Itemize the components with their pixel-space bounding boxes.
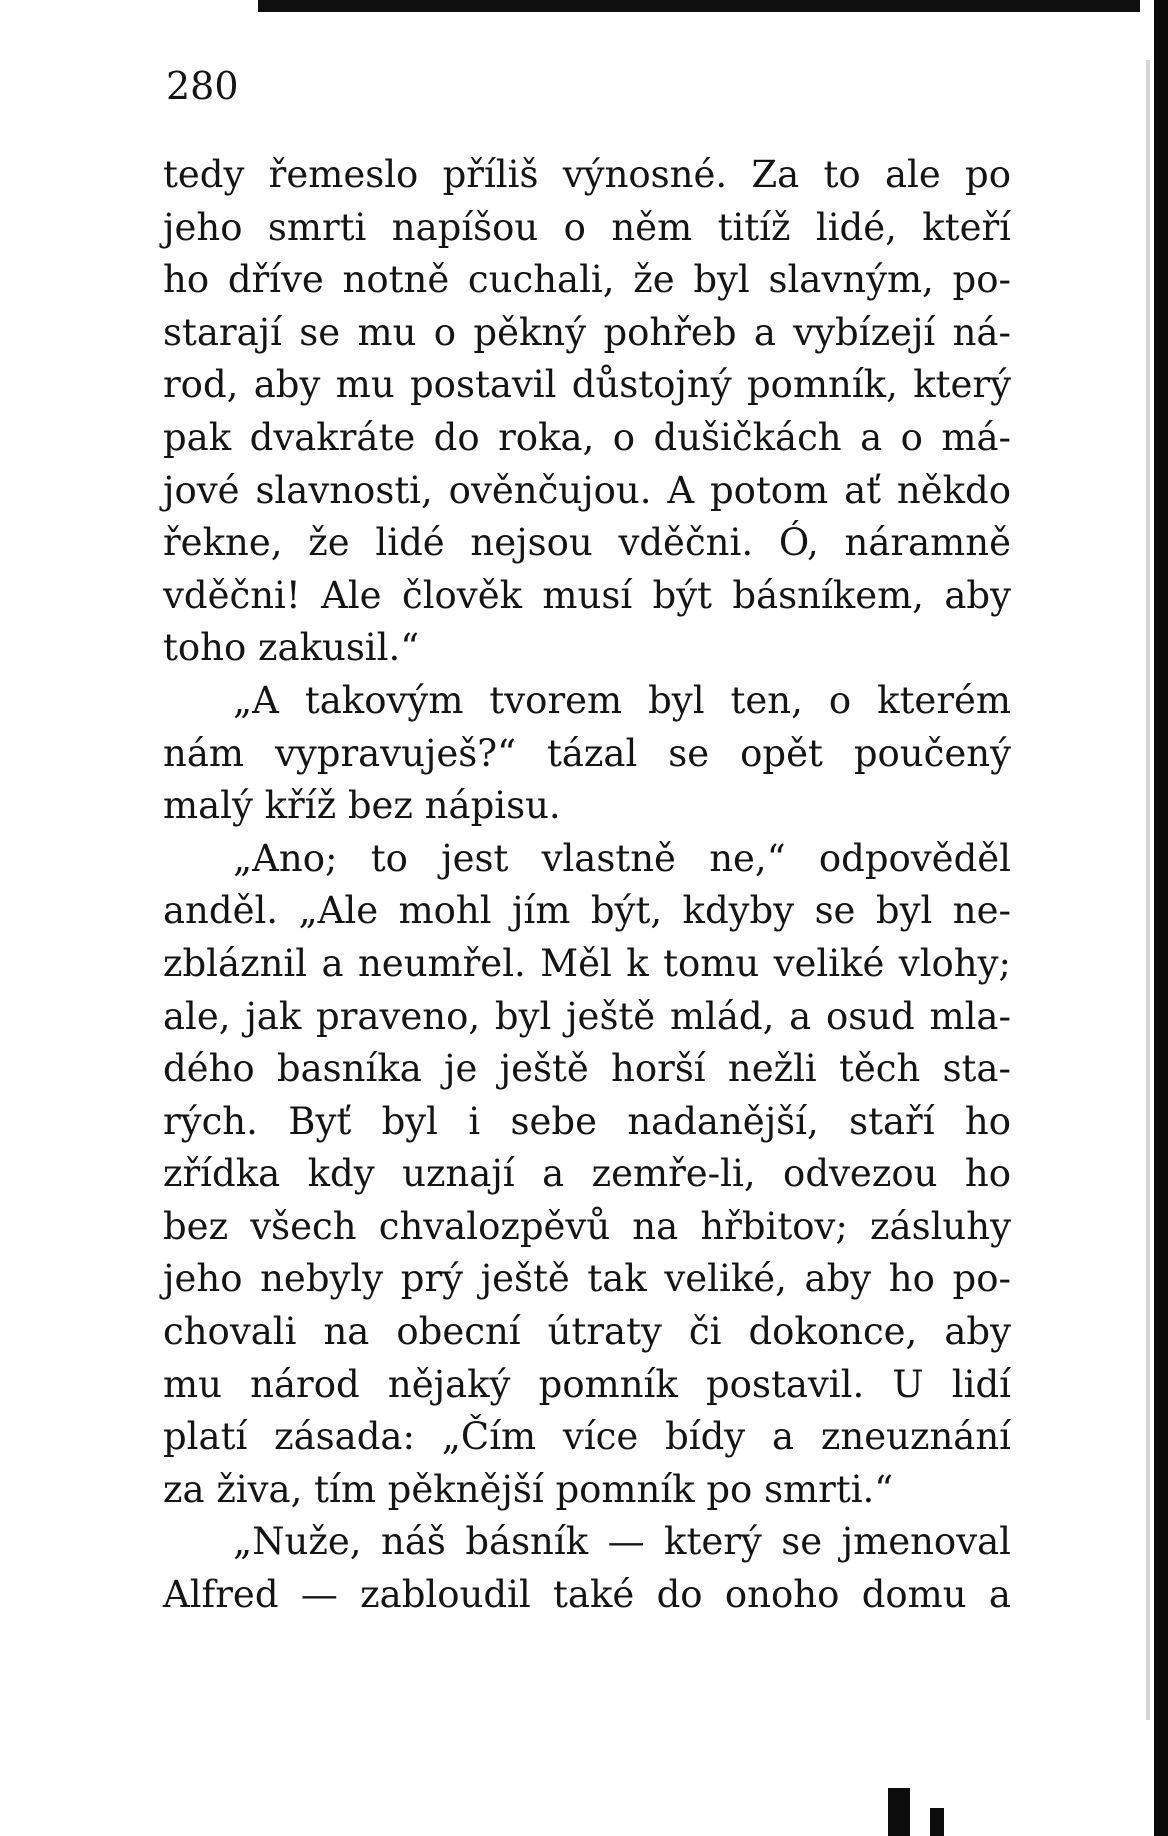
text-line: jové slavnosti, ověnčujou. A potom ať někdo (163, 468, 1011, 512)
text-line: platí zásada: „Čím více bídy a zneuznání (163, 1415, 1011, 1459)
text-line: toho zakusil.“ (163, 626, 420, 670)
text-line: „Nuže, náš básník — který se jmenoval (233, 1520, 1011, 1564)
text-line: jeho nebyly prý ještě tak veliké, aby ho po- (163, 1257, 1011, 1301)
body-text (163, 149, 1011, 1622)
text-line: zbláznil a neumřel. Měl k tomu veliké vlohy; (163, 941, 1011, 985)
text-line: mu národ nějaký pomník postavil. U lidí (163, 1362, 1011, 1406)
page-number: 280 (166, 64, 239, 108)
text-line: dého basníka je ještě horší nežli těch sta- (163, 1047, 1011, 1091)
text-line: Alfred — zabloudil také do onoho domu a (163, 1573, 1011, 1617)
text-line: rod, aby mu postavil důstojný pomník, který (163, 363, 1011, 407)
text-line: ho dříve notně cuchali, že byl slavným, po- (163, 258, 1011, 302)
text-line: chovali na obecní útraty či dokonce, aby (163, 1310, 1011, 1354)
scan-right-edge (1154, 0, 1168, 1836)
text-line: anděl. „Ale mohl jím být, kdyby se byl ne- (163, 889, 1011, 933)
text-line: „A takovým tvorem byl ten, o kterém (233, 678, 1011, 722)
text-line: „Ano; to jest vlastně ne,“ odpověděl (233, 836, 1011, 880)
text-line: nám vypravuješ?“ tázal se opět poučený (163, 731, 1011, 775)
scan-top-border (258, 0, 1140, 12)
page-edge-shadow (1146, 60, 1150, 1720)
text-line: řekne, že lidé nejsou vděčni. Ó, náramně (163, 521, 1011, 565)
scan-artifact (930, 1808, 944, 1836)
text-line: ale, jak praveno, byl ještě mlád, a osud mla- (163, 994, 1011, 1038)
text-line: bez všech chvalozpěvů na hřbitov; zásluhy (163, 1204, 1011, 1248)
text-line: tedy řemeslo příliš výnosné. Za to ale po (163, 153, 1011, 196)
text-line: za živa, tím pěknější pomník po smrti.“ (163, 1467, 894, 1511)
text-line: malý kříž bez nápisu. (163, 784, 561, 828)
text-line: jeho smrti napíšou o něm titíž lidé, kteří (163, 205, 1011, 249)
text-line: zřídka kdy uznají a zemře-li, odvezou ho (163, 1152, 1011, 1196)
text-line: vděčni! Ale člověk musí být básníkem, aby (163, 573, 1011, 617)
text-line: pak dvakráte do roka, o dušičkách a o má- (163, 415, 1011, 459)
text-line: starají se mu o pěkný pohřeb a vybízejí ná- (163, 310, 1011, 354)
text-line: rých. Byť byl i sebe nadanější, staří ho (163, 1099, 1011, 1143)
scan-artifact (888, 1788, 910, 1836)
